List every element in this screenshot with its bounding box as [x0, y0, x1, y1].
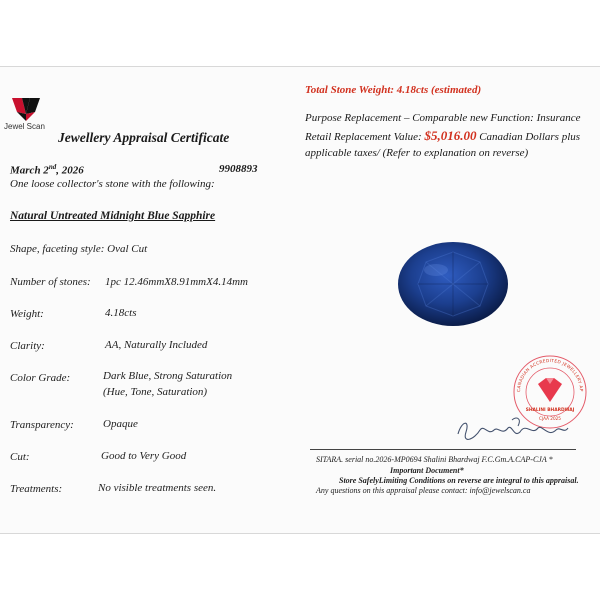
detail-value: No visible treatments seen.: [98, 482, 217, 494]
shape-line: Shape, faceting style: Oval Cut: [10, 243, 148, 255]
signature: [452, 412, 572, 446]
certificate-number: 9908893: [219, 163, 258, 175]
purpose-text: Purpose Replacement – Comparable new Function: Insurance: [305, 112, 581, 124]
total-stone-weight: Total Stone Weight: 4.18cts (estimated): [305, 84, 482, 96]
detail-label: Clarity:: [10, 340, 45, 352]
detail-value: Opaque: [103, 418, 138, 430]
logo-text: Jewel Scan: [4, 122, 45, 131]
detail-value-secondary: (Hue, Tone, Saturation): [103, 386, 208, 398]
signature-line: [310, 449, 576, 450]
detail-value: Good to Very Good: [101, 450, 187, 462]
sapphire-gem-image: [396, 240, 510, 328]
appraisal-date: March 2nd, 2026: [10, 163, 84, 177]
detail-value: 4.18cts: [105, 307, 137, 319]
detail-label: Treatments:: [10, 483, 63, 495]
svg-text:SHALINI BHARDWAJ: SHALINI BHARDWAJ: [525, 408, 575, 413]
detail-value: Dark Blue, Strong Saturation: [103, 370, 233, 382]
detail-label: Cut:: [10, 451, 30, 463]
svg-text:CJAA 2025: CJAA 2025: [539, 416, 561, 421]
detail-value: 1pc 12.46mmX8.91mmX4.14mm: [105, 276, 248, 288]
retail-value: Retail Replacement Value: $5,016.00 Canadian Dollars plus applicable taxes/ (Refer to explanation on reverse): [305, 128, 581, 159]
detail-value: AA, Naturally Included: [105, 339, 208, 351]
serial-line: SITARA. serial no.2026-MP0694 Shalini Bhardwaj F.C.Gm.A.CAP-CJA *: [316, 455, 553, 464]
certificate-title: Jewellery Appraisal Certificate: [58, 130, 230, 145]
svg-text:CANADIAN ACCREDITED JEWELLERY: CANADIAN ACCREDITED JEWELLERY AP: [516, 358, 584, 393]
contact-line: Any questions on this appraisal please contact: info@jewelscan.ca: [316, 486, 531, 495]
stone-name: Natural Untreated Midnight Blue Sapphire: [10, 210, 216, 222]
price: $5,016.00: [424, 128, 477, 143]
detail-label: Weight:: [10, 308, 44, 320]
detail-label: Transparency:: [10, 419, 74, 431]
detail-label: Number of stones:: [10, 276, 91, 288]
jewel-scan-logo-icon: [8, 94, 44, 122]
limiting-conditions: Store SafelyLimiting Conditions on reverse are integral to this appraisal.: [339, 476, 579, 485]
detail-label: Color Grade:: [10, 372, 71, 384]
intro-text: One loose collector's stone with the following:: [10, 178, 215, 190]
important-document: Important Document*: [390, 466, 464, 475]
